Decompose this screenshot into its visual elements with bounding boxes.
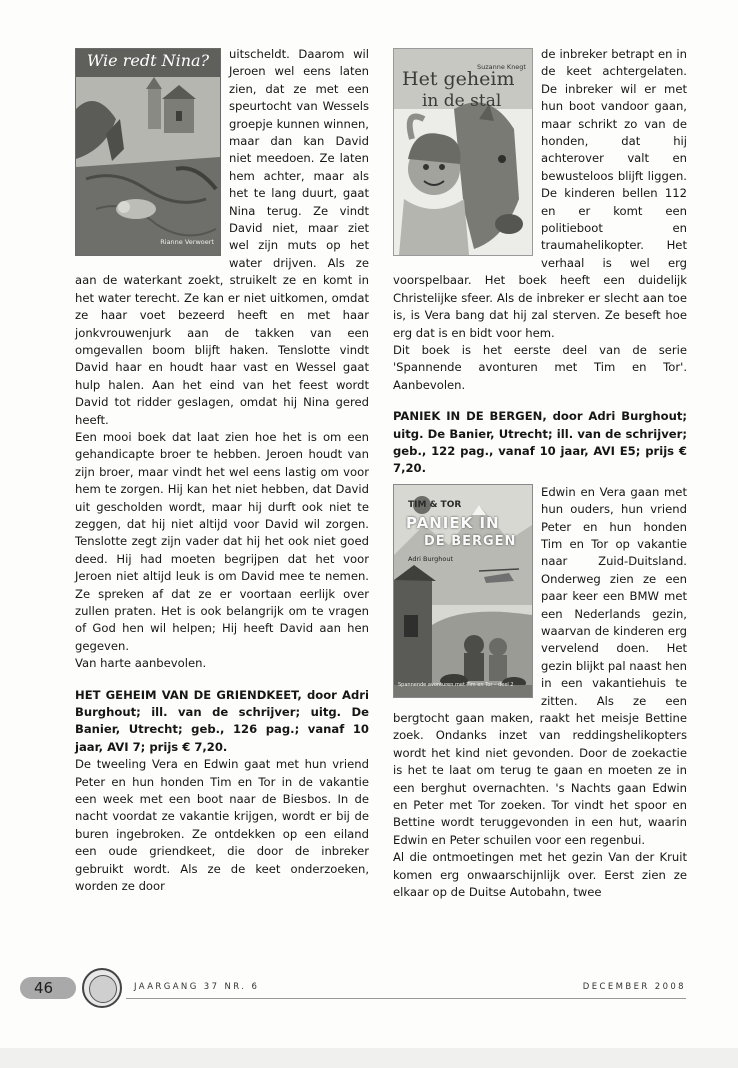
book-heading-paniek: PANIEK IN DE BERGEN, door Adri Burghout; uitg. De Banier, Utrecht; ill. van de schrijver; geb., 122 pag., vanaf 10 jaar, AVI E5; prijs € 7,20. [393, 409, 687, 476]
issue-date: DECEMBER 2008 [582, 982, 686, 992]
cover-nina-author: Rianne Verwoert [160, 237, 214, 246]
cover-bergen-author: Adri Burghout [408, 554, 454, 563]
page-number: 46 [20, 977, 76, 999]
cover-bergen-title-line2: DE BERGEN [424, 533, 517, 549]
review-paragraph: Een mooi boek dat laat zien hoe het is om een gehandicapte broer te hebben. Jeroen houdt van zijn broer, maar vindt het wel eens lastig om voor hem te zorgen. Hij kan het niet hebben, dat David uit gescholden wordt, maar hij durft ook niet te zeggen, dat hij niet altijd voor David wil zorgen. Tenslotte zegt zijn vader dat hij het ook niet goed deed. Hij had moeten begrijpen dat het voor Jeroen niet altijd leuk is om David mee te nemen. Ze spreken af dat ze er voortaan eerlijk over zullen praten. Het is ook belangrijk om te vragen of God hen wil helpen; Hij heeft David aan hen gegeven. [75, 429, 369, 653]
scan-margin [0, 1048, 738, 1068]
cover-bergen-series: TIM & TOR [408, 499, 462, 510]
review-paragraph: Edwin en Vera gaan met hun ouders, hun vriend Peter en hun honden Tim en Tor op vakantie naar Zuid-Duitsland. Onderweg zien ze een paar keer een BMW met een Nederlands gezin, waarvan de kinderen erg vervelend doen. Het gezin blijkt pal naast hen in een vakantiehuis te zitten. Als ze een bergtocht gaan maken, raakt het meisje Bettine zoek. Ondanks inzet van reddingshelikopters wordt het kind niet gevonden. Door de zoekactie is het te laat om terug te gaan en moeten ze in een berghut overnachten. 's Nachts gaan Edwin en Peter met Tor zoeken. Tor vindt het spoor en Bettine wordt teruggevonden in een hut, waarin Edwin en Peter schuilen voor een regenbui. [393, 484, 687, 847]
journal-seal-icon [82, 968, 122, 1008]
cover-stal-title-line2: in de stal [422, 91, 502, 111]
cover-wie-redt-nina [75, 48, 221, 256]
cover-stal-author: Suzanne Knegt [476, 63, 526, 71]
review-paragraph: Al die ontmoetingen met het gezin Van der Kruit komen erg onwaarschijnlijk over. Eerst zien ze elkaar op de Duitse Autobahn, twee [393, 850, 687, 900]
cover-het-geheim-in-de-stal [393, 48, 533, 256]
review-paragraph: Van harte aanbevolen. [75, 656, 207, 671]
book-heading-griendkeet: HET GEHEIM VAN DE GRIENDKEET, door Adri Burghout; ill. van de schrijver; uitg. De Banier, Utrecht; geb., 126 pag.; vanaf 10 jaar, AVI 7; prijs € 7,20. [75, 687, 369, 754]
footer-rule [126, 998, 686, 999]
cover-bergen-tagline: Spannende avonturen met Tim en Tor – deel 2 [398, 682, 514, 689]
cover-stal-title-line1: Het geheim [402, 68, 515, 90]
left-column [75, 46, 369, 896]
review-paragraph: Dit boek is het eerste deel van de serie 'Spannende avonturen met Tim en Tor'. Aanbevolen. [393, 342, 687, 392]
right-column [393, 46, 687, 902]
journal-issue: JAARGANG 37 NR. 6 [134, 982, 260, 992]
cover-bergen-title-line1: PANIEK IN [406, 513, 500, 532]
review-paragraph: de inbreker betrapt en in de keet achtergelaten. De inbreker wil er met hun boot vandoor gaan, maar schrikt zo van de honden, dat hij achterover valt en bewusteloos blijft liggen. De kinderen bellen 112 en er komt een politieboot en traumahelikopter. Het verhaal is wel erg voorspelbaar. Het boek heeft een duidelijk Christelijke sfeer. Als de inbreker er slecht aan toe is, is Vera bang dat hij zal sterven. Ze beseft hoe erg dat is en bidt voor hem. [393, 47, 687, 340]
cover-nina-title: Wie redt Nina? [86, 51, 210, 70]
cover-nina-illustration [76, 49, 220, 255]
page-footer [0, 968, 738, 1008]
review-paragraph: De tweeling Vera en Edwin gaat met hun vriend Peter en hun honden Tim en Tor in de vakantie een week met een boot naar de Biesbos. In de nacht voordat ze vakantie krijgen, wordt er bij de buren ingebroken. Ze ontdekken op een eiland een oude griendkeet, die door de inbreker gebruikt wordt. Als ze de keet onderzoeken, worden ze door [75, 757, 369, 894]
cover-paniek-in-de-bergen [393, 484, 533, 698]
review-paragraph: uitscheldt. Daarom wil Jeroen wel eens laten zien, dat ze met een speurtocht van Wessels groepje kunnen winnen, maar dan kan David niet meedoen. Ze laten hem achter, maar als het te lang duurt, gaat Nina terug. Ze vindt David niet, maar ziet wel zijn muts op het water drijven. Als ze aan de waterkant zoekt, struikelt ze en komt in het water terecht. Ze kan er niet uitkomen, omdat ze haar voet bezeerd heeft en met haar jonkvrouwenjurk aan de takken van een omgevallen boom blijft haken. Tenslotte vindt David haar en houdt haar vast en Wessel gaat hulp halen. Aan het eind van het feest wordt David tot ridder geslagen, omdat hij Nina gered heeft. [75, 47, 369, 427]
